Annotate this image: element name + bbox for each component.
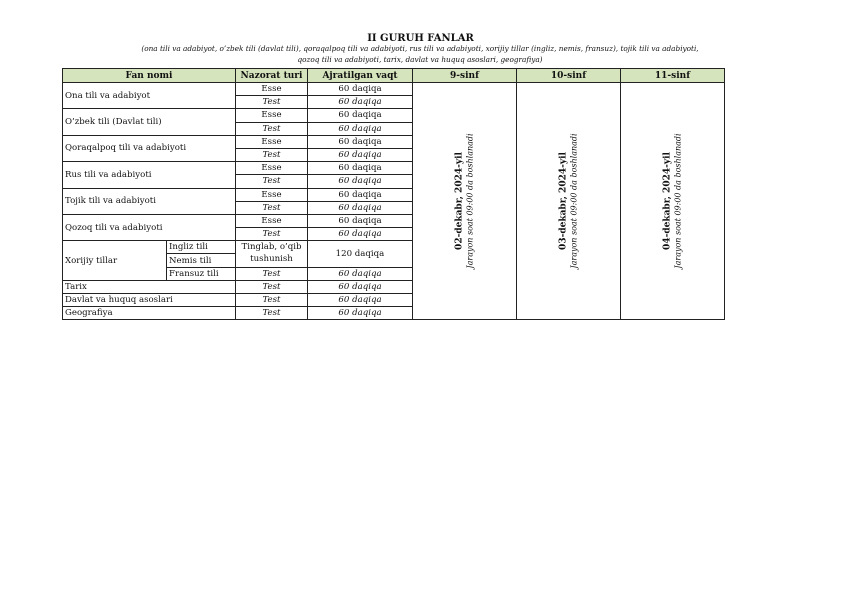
subject-name: O’zbek tili (Davlat tili) — [63, 109, 236, 135]
header-grade-11: 11-sinf — [621, 69, 725, 83]
allotted-time: 60 daqiqa — [308, 135, 413, 148]
language-name: Fransuz tili — [167, 267, 236, 280]
allotted-time: 60 daqiqa — [308, 201, 413, 214]
control-type: Test — [236, 267, 308, 280]
subject-name: Davlat va huquq asoslari — [63, 294, 236, 307]
start-time-note: Jarayon soat 09:00 da boshlanadi — [569, 133, 578, 269]
allotted-time: 60 daqiqa — [308, 96, 413, 109]
allotted-time: 60 daqiqa — [308, 294, 413, 307]
subject-name: Xorijiy tillar — [63, 241, 167, 281]
control-type: Esse — [236, 109, 308, 122]
subtitle-line-1: (ona tili va adabiyot, o’zbek tili (davlat tili), qoraqalpoq tili va adabiyoti, rus tili va adabiyoti, xorijiy tillar (ingliz, nemis, fransuz), tojik tili va adabiyoti, — [141, 44, 699, 53]
control-type: Test — [236, 294, 308, 307]
document-subtitle — [80, 44, 760, 65]
allotted-time: 60 daqiqa — [308, 109, 413, 122]
start-time-note: Jarayon soat 09:00 da boshlanadi — [673, 133, 682, 269]
table-row — [63, 83, 725, 96]
subject-name: Ona tili va adabiyot — [63, 83, 236, 109]
allotted-time: 60 daqiqa — [308, 175, 413, 188]
header-nazorat-turi: Nazorat turi — [236, 69, 308, 83]
control-type: Esse — [236, 162, 308, 175]
control-type: Esse — [236, 214, 308, 227]
allotted-time: 60 daqiqa — [308, 188, 413, 201]
control-type: Test — [236, 148, 308, 161]
schedule-table — [62, 68, 725, 320]
allotted-time: 60 daqiqa — [308, 122, 413, 135]
header-fan-nomi: Fan nomi — [63, 69, 236, 83]
subtitle-line-2: qozoq tili va adabiyoti, tarix, davlat va huquq asoslari, geografiya) — [297, 54, 543, 64]
control-type: Test — [236, 122, 308, 135]
subject-name: Rus tili va adabiyoti — [63, 162, 236, 188]
allotted-time: 120 daqiqa — [308, 241, 413, 267]
control-type: Test — [236, 201, 308, 214]
header-grade-10: 10-sinf — [517, 69, 621, 83]
language-name: Nemis tili — [167, 254, 236, 267]
subject-name: Tarix — [63, 280, 236, 293]
control-type: Test — [236, 280, 308, 293]
allotted-time: 60 daqiqa — [308, 280, 413, 293]
control-type: Test — [236, 175, 308, 188]
control-type: Esse — [236, 135, 308, 148]
control-type: Tinglab, o’qib tushunish — [236, 241, 308, 267]
allotted-time: 60 daqiqa — [308, 162, 413, 175]
language-name: Ingliz tili — [167, 241, 236, 254]
grade-10-schedule — [517, 83, 621, 320]
exam-date: 03-dekabr, 2024-yil — [558, 152, 568, 251]
header-ajratilgan-vaqt: Ajratilgan vaqt — [308, 69, 413, 83]
allotted-time: 60 daqiqa — [308, 214, 413, 227]
header-grade-9: 9-sinf — [413, 69, 517, 83]
allotted-time: 60 daqiqa — [308, 148, 413, 161]
start-time-note: Jarayon soat 09:00 da boshlanadi — [465, 133, 474, 269]
allotted-time: 60 daqiqa — [308, 228, 413, 241]
allotted-time: 60 daqiqa — [308, 83, 413, 96]
control-type: Test — [236, 96, 308, 109]
control-type: Esse — [236, 83, 308, 96]
exam-date: 04-dekabr, 2024-yil — [662, 152, 672, 251]
control-type: Test — [236, 228, 308, 241]
header-row — [63, 69, 725, 83]
subject-name: Tojik tili va adabiyoti — [63, 188, 236, 214]
grade-11-schedule — [621, 83, 725, 320]
control-type: Test — [236, 307, 308, 320]
subject-name: Qoraqalpoq tili va adabiyoti — [63, 135, 236, 161]
exam-date: 02-dekabr, 2024-yil — [454, 152, 464, 251]
grade-9-schedule — [413, 83, 517, 320]
allotted-time: 60 daqiqa — [308, 307, 413, 320]
document-title: II GURUH FANLAR — [367, 33, 474, 44]
subject-name: Qozoq tili va adabiyoti — [63, 214, 236, 240]
subject-name: Geografiya — [63, 307, 236, 320]
control-type: Esse — [236, 188, 308, 201]
allotted-time: 60 daqiqa — [308, 267, 413, 280]
